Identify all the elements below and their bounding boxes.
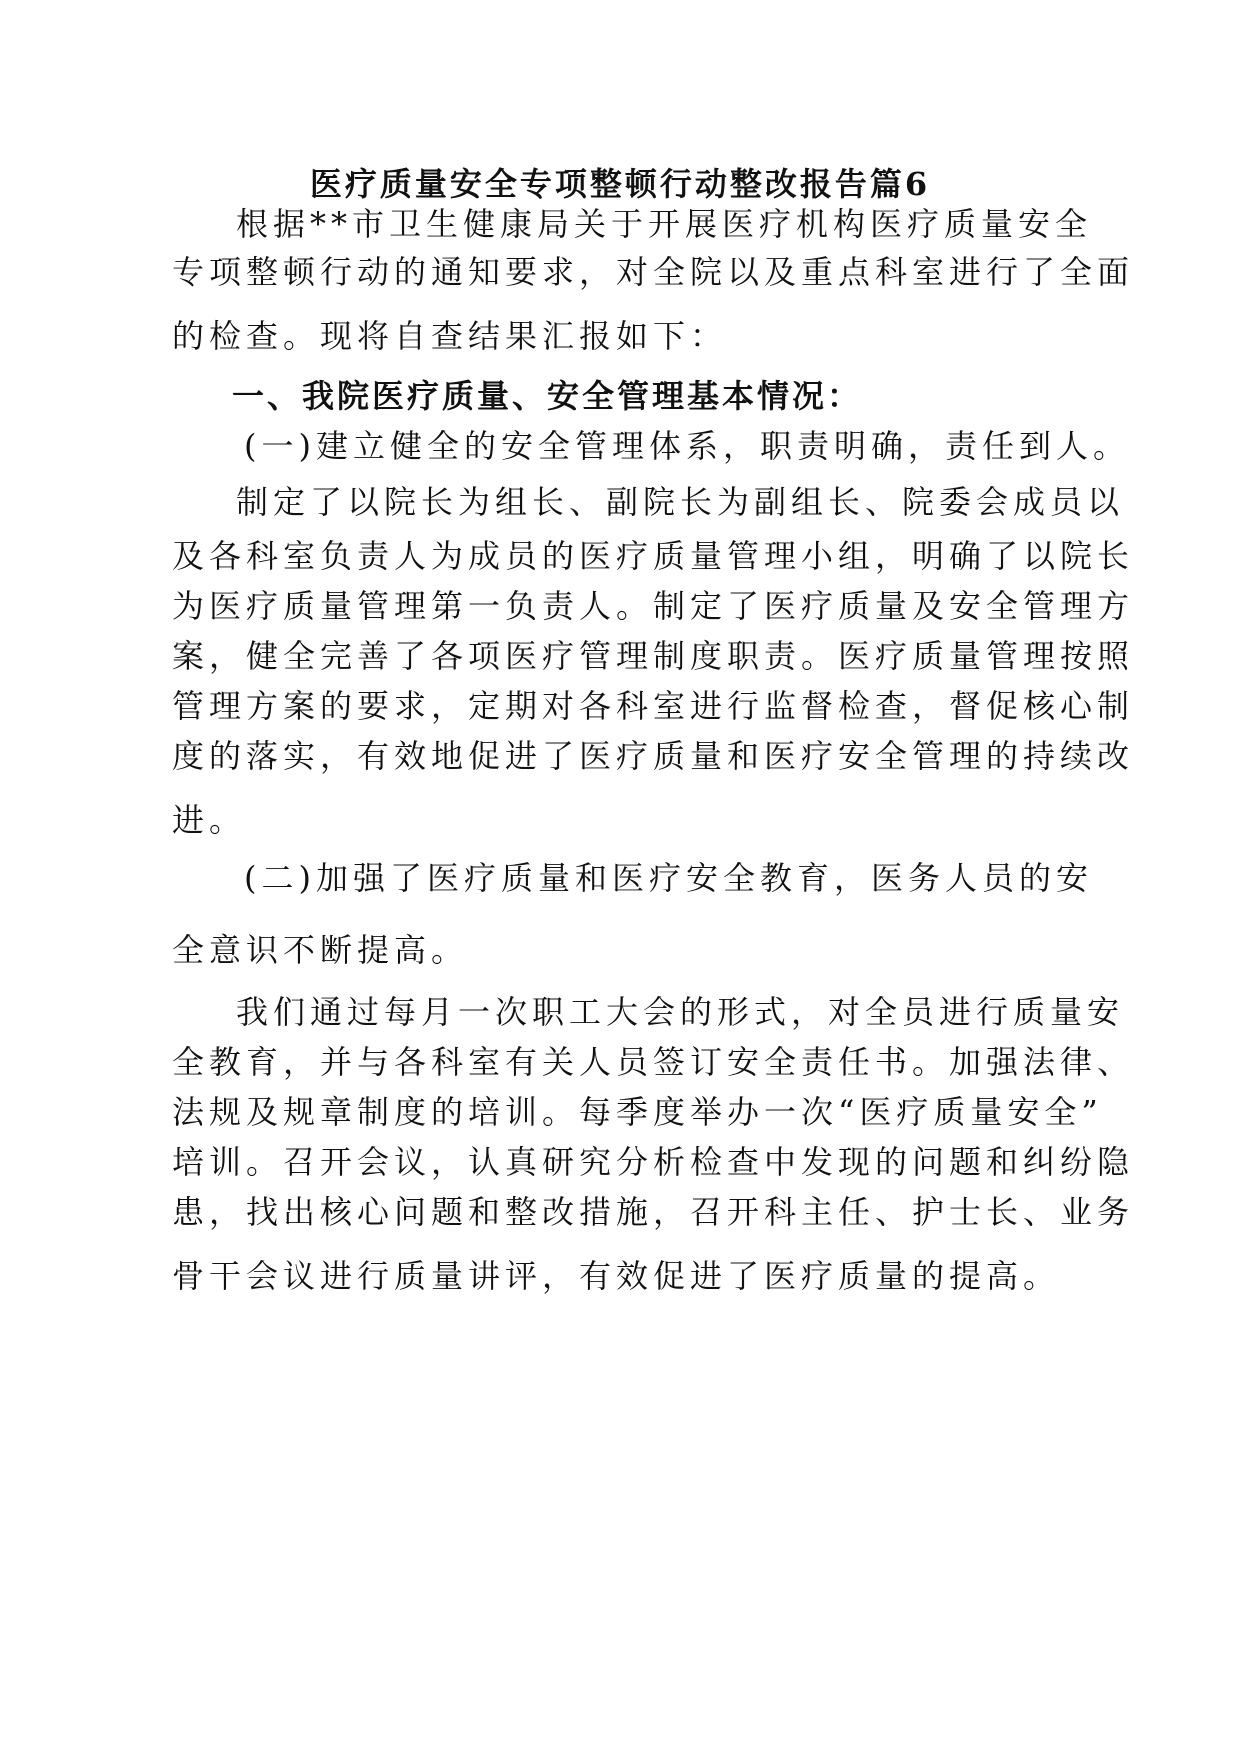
subsection-1-body-line-2: 及各科室负责人为成员的医疗质量管理小组，明确了以院长 <box>172 537 1135 575</box>
subsection-1-body-line-5: 管理方案的要求，定期对各科室进行监督检查，督促核心制 <box>172 687 1135 725</box>
intro-line-3: 的检查。现将自查结果汇报如下： <box>172 317 728 355</box>
subsection-1-body-line-4: 案，健全完善了各项医疗管理制度职责。医疗质量管理按照 <box>172 637 1135 675</box>
subsection-1-body-line-1: 制定了以院长为组长、副院长为副组长、院委会成员以 <box>236 483 1125 521</box>
subsection-2-body-line-1: 我们通过每月一次职工大会的形式，对全员进行质量安 <box>236 993 1125 1031</box>
subsection-1-body-line-3: 为医疗质量管理第一负责人。制定了医疗质量及安全管理方 <box>172 587 1135 625</box>
subsection-2-body-line-4: 培训。召开会议，认真研究分析检查中发现的问题和纠纷隐 <box>172 1143 1135 1181</box>
subsection-1-body-line-7: 进。 <box>172 801 247 839</box>
subsection-1-heading: (一)建立健全的安全管理体系，职责明确，责任到人。 <box>244 427 1130 465</box>
subsection-2-body-line-3: 法规及规章制度的培训。每季度举办一次“医疗质量安全” <box>172 1093 1103 1131</box>
subsection-2-heading-line-2: 全意识不断提高。 <box>172 931 469 969</box>
intro-line-2: 专项整顿行动的通知要求，对全院以及重点科室进行了全面 <box>172 253 1135 291</box>
subsection-1-body-line-6: 度的落实，有效地促进了医疗质量和医疗安全管理的持续改 <box>172 737 1135 775</box>
subsection-2-body-line-6: 骨干会议进行质量讲评，有效促进了医疗质量的提高。 <box>172 1257 1061 1295</box>
intro-line-1: 根据**市卫生健康局关于开展医疗机构医疗质量安全 <box>236 205 1093 243</box>
section-1-heading: 一、我院医疗质量、安全管理基本情况： <box>232 377 863 415</box>
subsection-2-body-line-2: 全教育，并与各科室有关人员签订安全责任书。加强法律、 <box>172 1043 1135 1081</box>
document-title: 医疗质量安全专项整顿行动整改报告篇6 <box>309 165 931 203</box>
subsection-2-body-line-5: 患，找出核心问题和整改措施，召开科主任、护士长、业务 <box>172 1193 1135 1231</box>
subsection-2-heading-line-1: (二)加强了医疗质量和医疗安全教育，医务人员的安 <box>244 859 1093 897</box>
